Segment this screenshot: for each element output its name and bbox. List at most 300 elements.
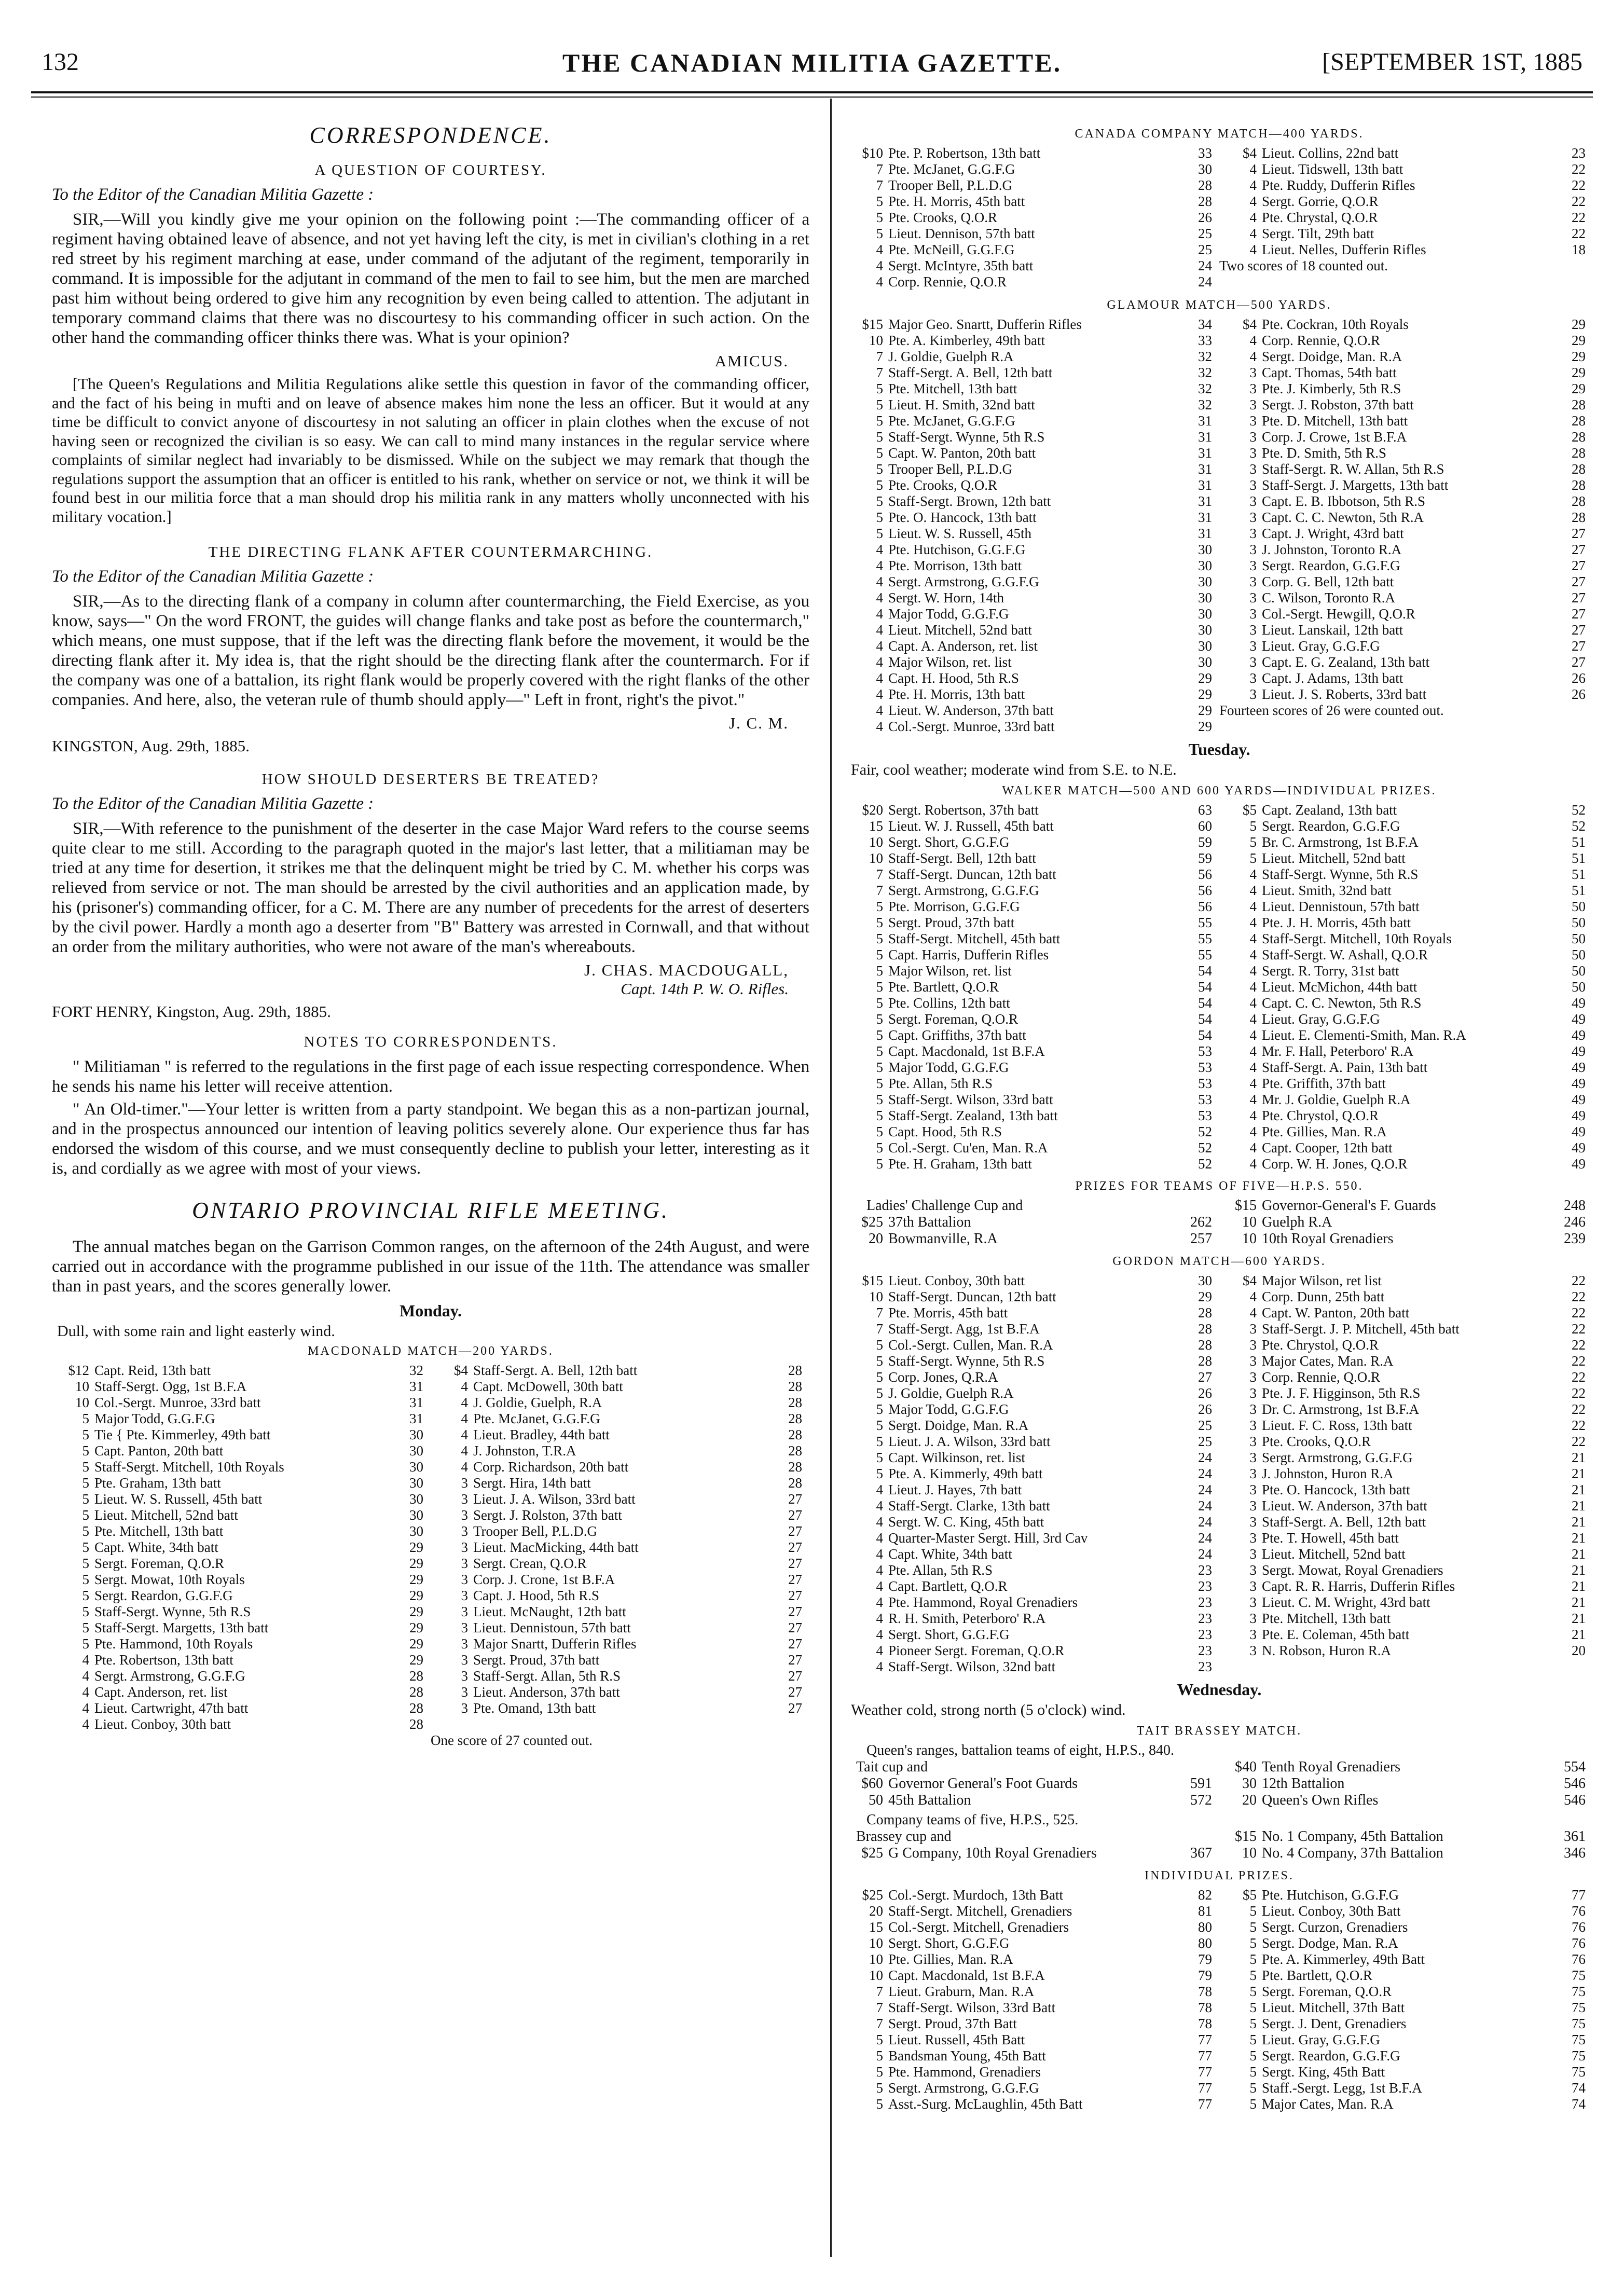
prize-amount: 3 (461, 1652, 468, 1668)
score-value: 24 (1198, 1482, 1212, 1497)
competitor-name: R. H. Smith, Peterboro' R.A (888, 1611, 1046, 1626)
competitor-name: Pte. Gillies, Man. R.A (1262, 1124, 1387, 1139)
prize-amount: 4 (461, 1443, 468, 1459)
competitor-name: Pte. Hammond, Grenadiers (888, 2064, 1041, 2080)
prize-amount: 5 (876, 979, 883, 995)
competitor-name: Sergt. Mowat, Royal Grenadiers (1262, 1562, 1443, 1578)
prize-amount: 4 (1249, 177, 1257, 193)
score-value: 76 (1572, 1903, 1586, 1919)
team-column (846, 1828, 1219, 1862)
competitor-name: Capt. Hood, 5th R.S (888, 1124, 1002, 1139)
score-value: 30 (1198, 558, 1212, 573)
score-row (846, 606, 1219, 622)
prize-amount: 4 (876, 1546, 883, 1562)
prize-amount: 7 (876, 1321, 883, 1337)
score-row (846, 558, 1219, 574)
competitor-name: Corp. G. Bell, 12th batt (1262, 574, 1394, 589)
prize-amount: 3 (1249, 1594, 1257, 1610)
score-row (1219, 622, 1593, 638)
prize-amount: 7 (876, 177, 883, 193)
competitor-name: Sergt. Proud, 37th batt (473, 1652, 600, 1668)
prize-amount: 4 (1249, 963, 1257, 979)
day-heading: Wednesday. (1177, 1680, 1262, 1699)
competitor-name: Lieut. Conboy, 30th batt (94, 1716, 231, 1732)
competitor-name: Staff-Sergt. Duncan, 12th batt (888, 1289, 1056, 1304)
score-value: 51 (1572, 867, 1586, 882)
score-note: Two scores of 18 counted out. (1219, 258, 1388, 273)
prize-amount: 15 (869, 1919, 883, 1935)
score-value: 27 (1572, 638, 1586, 654)
prize-amount: 10 (1242, 1231, 1257, 1247)
score-value: 28 (788, 1427, 802, 1442)
score-value: 29 (1572, 349, 1586, 364)
competitor-name: Capt. J. Hood, 5th R.S (473, 1588, 600, 1603)
competitor-name: Staff-Sergt. Ogg, 1st B.F.A (94, 1379, 247, 1394)
prize-amount: 5 (1249, 2064, 1257, 2080)
score-value: 29 (409, 1636, 423, 1652)
letter-title: HOW SHOULD DESERTERS BE TREATED? (262, 771, 600, 788)
competitor-name: Lieut. Cartwright, 47th batt (94, 1700, 249, 1716)
prize-amount: 5 (876, 2032, 883, 2047)
competitor-name: Staff-Sergt. R. W. Allan, 5th R.S (1262, 461, 1444, 477)
prize-amount: 3 (1249, 638, 1257, 654)
score-value: 29 (1572, 381, 1586, 396)
score-value: 20 (1572, 1643, 1586, 1658)
score-value: 51 (1572, 834, 1586, 850)
competitor-name: No. 4 Company, 37th Battalion (1262, 1845, 1443, 1861)
score-row (1219, 899, 1593, 915)
score-row (1219, 1060, 1593, 1076)
competitor-name: Staff-Sergt. Wynne, 5th R.S (1262, 867, 1419, 882)
prize-amount: 5 (876, 477, 883, 493)
score-row (846, 1450, 1219, 1466)
prize-amount: $12 (68, 1363, 89, 1378)
competitor-name: Sergt. Short, G.G.F.G (888, 1935, 1010, 1951)
score-row (1219, 1627, 1593, 1643)
prize-amount: 10 (869, 1289, 883, 1304)
score-row (846, 719, 1219, 735)
score-row (846, 177, 1219, 194)
competitor-name: Sergt. Foreman, Q.O.R (94, 1556, 224, 1571)
competitor-name: Major Geo. Snartt, Dufferin Rifles (888, 317, 1082, 332)
score-row (431, 1443, 809, 1459)
score-row (846, 590, 1219, 606)
competitor-name: Sergt. Short, G.G.F.G (888, 834, 1010, 850)
prize-amount: 4 (1249, 1140, 1257, 1156)
score-row (846, 2064, 1219, 2080)
prize-amount: 5 (1249, 1919, 1257, 1935)
score-row (846, 1594, 1219, 1611)
prize-amount: 5 (1249, 1903, 1257, 1919)
score-row (846, 1611, 1219, 1627)
prize-amount: 3 (461, 1491, 468, 1507)
competitor-name: G Company, 10th Royal Grenadiers (888, 1845, 1097, 1861)
competitor-name: Sergt. Armstrong, G.G.F.G (94, 1668, 245, 1684)
score-table (846, 317, 1593, 735)
competitor-name: Pte. Morrison, 13th batt (888, 558, 1022, 573)
team-heading: Brassey cup and (856, 1828, 952, 1845)
competitor-name: Pte. Morris, 45th batt (888, 1305, 1008, 1321)
team-row (1219, 1214, 1593, 1231)
score-row (846, 1482, 1219, 1498)
score-row (1219, 606, 1593, 622)
score-row (431, 1379, 809, 1395)
masthead (31, 48, 1593, 89)
score-value: 24 (1198, 258, 1212, 273)
score-row (1219, 1273, 1593, 1289)
prize-amount: 5 (876, 210, 883, 225)
prize-amount: 5 (82, 1411, 89, 1426)
score-row (846, 2016, 1219, 2032)
prize-amount: 4 (1249, 1124, 1257, 1139)
score-note: Fourteen scores of 26 were counted out. (1219, 703, 1444, 718)
score-value: 23 (1198, 1643, 1212, 1658)
prize-amount: 15 (869, 818, 883, 834)
score-row (1219, 1562, 1593, 1578)
score-value: 50 (1572, 963, 1586, 979)
competitor-name: Pte. H. Morris, 13th batt (888, 686, 1025, 702)
prize-amount: 3 (1249, 1546, 1257, 1562)
score-row (1219, 1984, 1593, 2000)
score-row (52, 1620, 431, 1636)
competitor-name: Col.-Sergt. Munroe, 33rd batt (94, 1395, 261, 1410)
day-heading: Monday. (399, 1301, 462, 1320)
score-row (1219, 226, 1593, 242)
match-title: GORDON MATCH—600 YARDS. (1112, 1255, 1326, 1268)
score-row (1219, 461, 1593, 477)
score-column (1219, 1887, 1593, 2112)
score-value: 27 (788, 1556, 802, 1571)
prize-amount: 5 (876, 899, 883, 914)
score-row (1219, 1321, 1593, 1337)
prize-amount: 4 (1249, 333, 1257, 348)
competitor-name: Pte. O. Hancock, 13th batt (888, 510, 1037, 525)
score-value: 28 (788, 1363, 802, 1378)
score-value: 31 (1198, 445, 1212, 461)
score-value: 29 (1198, 719, 1212, 734)
competitor-name: Sergt. W. Horn, 14th (888, 590, 1004, 606)
competitor-name: Pte. McJanet, G.G.F.G (473, 1411, 600, 1426)
score-row (846, 1578, 1219, 1594)
competitor-name: C. Wilson, Toronto R.A (1262, 590, 1396, 606)
score-row (846, 365, 1219, 381)
prize-amount: 3 (1249, 461, 1257, 477)
score-value: 22 (1572, 1369, 1586, 1385)
match-title: GLAMOUR MATCH—500 YARDS. (1107, 298, 1332, 312)
competitor-name: Lieut. Mitchell, 52nd batt (1262, 850, 1406, 866)
competitor-name: Capt. E. B. Ibbotson, 5th R.S (1262, 493, 1426, 509)
score-value: 21 (1572, 1578, 1586, 1594)
score-value: 29 (409, 1604, 423, 1619)
score-row (1219, 867, 1593, 883)
score-row (1219, 145, 1593, 161)
competitor-name: Pioneer Sergt. Foreman, Q.O.R (888, 1643, 1065, 1658)
prize-amount: 10 (869, 1968, 883, 1983)
score-value: 27 (1572, 526, 1586, 541)
competitor-name: Trooper Bell, P.L.D.G (888, 177, 1013, 193)
competitor-name: Major Cates, Man. R.A (1262, 2096, 1394, 2112)
score-value: 33 (1198, 145, 1212, 161)
prize-amount: 3 (461, 1604, 468, 1619)
prize-amount: 3 (461, 1572, 468, 1587)
competitor-name: Lieut. Gray, G.G.F.G (1262, 1011, 1380, 1027)
score-value: 18 (1572, 242, 1586, 257)
competitor-name: Major Todd, G.G.F.G (94, 1411, 215, 1426)
score-row (1219, 963, 1593, 979)
competitor-name: N. Robson, Huron R.A (1262, 1643, 1392, 1658)
score-value: 52 (1572, 818, 1586, 834)
score-value: 28 (1572, 429, 1586, 445)
score-value: 30 (1198, 1273, 1212, 1288)
score-value: 29 (409, 1652, 423, 1668)
score-row (846, 1273, 1219, 1289)
score-row (846, 1321, 1219, 1337)
prize-amount: 5 (1249, 2016, 1257, 2031)
competitor-name: Pte. Bartlett, Q.O.R (1262, 1968, 1372, 1983)
score-value: 27 (1572, 542, 1586, 557)
score-row (1219, 1027, 1593, 1043)
score-value: 22 (1572, 161, 1586, 177)
prize-amount: 4 (876, 258, 883, 273)
prize-amount: 5 (1249, 1968, 1257, 1983)
score-value: 27 (788, 1604, 802, 1619)
score-value: 572 (1190, 1792, 1212, 1808)
competitor-name: Mr. F. Hall, Peterboro' R.A (1262, 1043, 1414, 1059)
prize-amount: 4 (1249, 1011, 1257, 1027)
competitor-name: Pte. H. Morris, 45th batt (888, 194, 1025, 209)
score-row (1219, 333, 1593, 349)
competitor-name: Col.-Sergt. Hewgill, Q.O.R (1262, 606, 1415, 622)
score-value: 25 (1198, 1418, 1212, 1433)
score-value: 56 (1198, 899, 1212, 914)
competitor-name: Corp. Richardson, 20th batt (473, 1459, 629, 1475)
score-value: 31 (409, 1411, 423, 1426)
prize-amount: $10 (862, 145, 883, 161)
competitor-name: Pte. McJanet, G.G.F.G (888, 413, 1015, 429)
score-value: 22 (1572, 1273, 1586, 1288)
prize-amount: 3 (1249, 1562, 1257, 1578)
prize-amount: $5 (1243, 802, 1257, 818)
score-column (1219, 317, 1593, 735)
score-row (1219, 883, 1593, 899)
prize-amount: 3 (1249, 1321, 1257, 1337)
prize-amount: 4 (876, 622, 883, 638)
score-row (431, 1539, 809, 1556)
competitor-name: Sergt. McIntyre, 35th batt (888, 258, 1034, 273)
competitor-name: Capt. A. Anderson, ret. list (888, 638, 1038, 654)
prize-amount: 5 (876, 397, 883, 412)
competitor-name: Capt. E. G. Zealand, 13th batt (1262, 654, 1430, 670)
prize-amount: 5 (876, 526, 883, 541)
score-row (431, 1636, 809, 1652)
score-value: 262 (1190, 1214, 1212, 1230)
prize-amount: 3 (461, 1684, 468, 1700)
score-row (1219, 931, 1593, 947)
competitor-name: Capt. Anderson, ret. list (94, 1684, 228, 1700)
score-row (846, 542, 1219, 558)
score-row (846, 1289, 1219, 1305)
competitor-name: Bandsman Young, 45th Batt (888, 2048, 1046, 2064)
score-row (846, 1968, 1219, 1984)
meeting-intro: The annual matches began on the Garrison Common ranges, on the afternoon of the 24th August, and were carried out in accordance with the programme published in our issue of the 11th. The attendance was smaller than in past years, and the scores generally lower. (52, 1237, 809, 1296)
team-column (1219, 1828, 1593, 1862)
score-value: 34 (1198, 317, 1212, 332)
score-column (846, 802, 1219, 1172)
header-rule (31, 91, 1593, 93)
score-row (1219, 979, 1593, 995)
score-column (1219, 1273, 1593, 1675)
competitor-name: Sergt. Crean, Q.O.R (473, 1556, 587, 1571)
competitor-name: Lieut. Gray, G.G.F.G (1262, 2032, 1380, 2047)
prize-amount: $25 (862, 1887, 883, 1903)
competitor-name: Sergt. J. Robston, 37th batt (1262, 397, 1414, 412)
score-value: 22 (1572, 226, 1586, 241)
score-value: 546 (1564, 1776, 1586, 1792)
score-value: 22 (1572, 177, 1586, 193)
competitor-name: Staff-Sergt. J. Margetts, 13th batt (1262, 477, 1449, 493)
competitor-name: Sergt. W. C. King, 45th batt (888, 1514, 1044, 1530)
prize-amount: 30 (1242, 1776, 1257, 1792)
prize-amount: 4 (876, 574, 883, 589)
score-value: 21 (1572, 1482, 1586, 1497)
score-value: 30 (409, 1443, 423, 1459)
issue-date: [SEPTEMBER 1ST, 1885 (1322, 48, 1582, 76)
prize-amount: 5 (876, 947, 883, 962)
competitor-name: Sergt. Dodge, Man. R.A (1262, 1935, 1398, 1951)
score-value: 52 (1198, 1124, 1212, 1139)
competitor-name: Pte. Ruddy, Dufferin Rifles (1262, 177, 1415, 193)
competitor-name: Lieut. Tidswell, 13th batt (1262, 161, 1403, 177)
score-row (846, 1418, 1219, 1434)
prize-amount: 4 (876, 719, 883, 734)
score-value: 30 (409, 1459, 423, 1475)
competitor-name: Lieut. McMichon, 44th batt (1262, 979, 1417, 995)
score-row (846, 226, 1219, 242)
competitor-name: Capt. Macdonald, 1st B.F.A (888, 1968, 1045, 1983)
competitor-name: Sergt. J. Dent, Grenadiers (1262, 2016, 1407, 2031)
competitor-name: J. Goldie, Guelph R.A (888, 1385, 1014, 1401)
prize-amount: 5 (876, 493, 883, 509)
letter-body: SIR,—Will you kindly give me your opinion on the following point :—The commanding officer of a regiment having obtained leave of absence, and not yet having left the city, is met in civilian's clothing in a ret red street by his regiment marching at ease, under command of the adjutant of the regiment, temporarily in command. It is impossible for the adjutant in command of the men to fail to see him, but the men are marched past him without being ordered to give him any recognition by even being called to attention. The adjutant in temporary command claims that there was no discourtesy to his commanding officer in such action. On the other hand the commanding officer thinks there was. What is your opinion? (52, 210, 809, 347)
competitor-name: Sergt. R. Torry, 31st batt (1262, 963, 1399, 979)
score-value: 22 (1572, 1305, 1586, 1321)
prize-amount: 4 (82, 1700, 89, 1716)
competitor-name: Tenth Royal Grenadiers (1262, 1759, 1401, 1775)
score-value: 22 (1572, 1289, 1586, 1304)
prize-amount: 3 (1249, 1514, 1257, 1530)
score-row (431, 1459, 809, 1475)
score-row (1219, 1385, 1593, 1401)
competitor-name: J. Johnston, Huron R.A (1262, 1466, 1394, 1481)
competitor-name: Col.-Sergt. Murdoch, 13th Batt (888, 1887, 1063, 1903)
competitor-name: Pte. Omand, 13th batt (473, 1700, 596, 1716)
prize-amount: 4 (876, 1514, 883, 1530)
score-row (1219, 2000, 1593, 2016)
team-column (846, 1759, 1219, 1809)
score-value: 27 (1198, 1369, 1212, 1385)
publication-title: THE CANADIAN MILITIA GAZETTE. (562, 48, 1062, 77)
score-row (431, 1507, 809, 1523)
competitor-name: Pte. A. Kimmerly, 49th batt (888, 1466, 1043, 1481)
competitor-name: Capt. Panton, 20th batt (94, 1443, 224, 1459)
competitor-name: Lieut. Anderson, 37th batt (473, 1684, 620, 1700)
prize-amount: 4 (876, 1578, 883, 1594)
score-row (1219, 1611, 1593, 1627)
score-value: 28 (788, 1379, 802, 1394)
competitor-name: Lieut. McNaught, 12th batt (473, 1604, 626, 1619)
competitor-name: Lieut. Dennistoun, 57th batt (473, 1620, 631, 1635)
competitor-name: Corp. J. Crowe, 1st B.F.A (1262, 429, 1407, 445)
competitor-name: Sergt. Mowat, 10th Royals (94, 1572, 245, 1587)
score-value: 49 (1572, 1108, 1586, 1123)
competitor-name: Lieut. W. S. Russell, 45th (888, 526, 1032, 541)
score-value: 50 (1572, 915, 1586, 930)
score-row (846, 274, 1219, 290)
score-value: 52 (1198, 1156, 1212, 1172)
letter-signature: J. CHAS. MACDOUGALL, (584, 961, 789, 979)
prize-amount: 3 (1249, 1369, 1257, 1385)
score-row (52, 1556, 431, 1572)
score-row (846, 194, 1219, 210)
score-row (1219, 1156, 1593, 1172)
score-row (846, 526, 1219, 542)
score-value: 27 (788, 1636, 802, 1652)
score-value: 27 (788, 1572, 802, 1587)
score-row (1219, 1124, 1593, 1140)
score-value: 24 (1198, 274, 1212, 290)
score-value: 28 (788, 1459, 802, 1475)
score-row (846, 381, 1219, 397)
prize-amount: 3 (1249, 1450, 1257, 1465)
prize-amount: 4 (876, 703, 883, 718)
team-column (1219, 1759, 1593, 1809)
competitor-name: Lieut. MacMicking, 44th batt (473, 1539, 639, 1555)
score-row (846, 1546, 1219, 1562)
score-value: 49 (1572, 1156, 1586, 1172)
prize-amount: 4 (1249, 1027, 1257, 1043)
score-row (846, 210, 1219, 226)
score-column (846, 1887, 1219, 2112)
competitor-name: Major Wilson, ret list (1262, 1273, 1382, 1288)
competitor-name: Staff-Sergt. Wilson, 32nd batt (888, 1659, 1056, 1674)
prize-amount: 3 (461, 1668, 468, 1684)
competitor-name: Lieut. Gray, G.G.F.G (1262, 638, 1380, 654)
prize-amount: 4 (876, 1611, 883, 1626)
score-value: 49 (1572, 1140, 1586, 1156)
prize-amount: 7 (876, 883, 883, 898)
competitor-name: Sergt. Doidge, Man. R.A (888, 1418, 1029, 1433)
score-row (846, 574, 1219, 590)
score-value: 27 (788, 1684, 802, 1700)
score-value: 75 (1572, 2032, 1586, 2047)
score-value: 30 (1198, 542, 1212, 557)
competitor-name: Sergt. King, 45th Batt (1262, 2064, 1385, 2080)
competitor-name: Staff-Sergt. W. Ashall, Q.O.R (1262, 947, 1428, 962)
competitor-name: Pte. E. Coleman, 45th batt (1262, 1627, 1410, 1642)
score-value: 28 (1198, 1353, 1212, 1369)
score-row (846, 2032, 1219, 2048)
score-value: 32 (409, 1363, 423, 1378)
score-row (846, 461, 1219, 477)
score-value: 24 (1198, 1546, 1212, 1562)
prize-amount: 3 (1249, 510, 1257, 525)
competitor-name: Pte. Crooks, Q.O.R (888, 210, 998, 225)
prize-amount: 4 (876, 542, 883, 557)
competitor-name: Staff-Sergt. Mitchell, 10th Royals (1262, 931, 1452, 946)
score-value: 22 (1572, 1385, 1586, 1401)
score-value: 51 (1572, 850, 1586, 866)
score-value: 54 (1198, 979, 1212, 995)
